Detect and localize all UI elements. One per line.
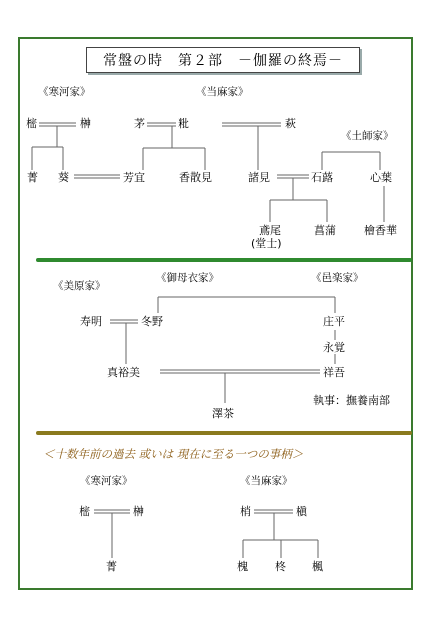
family-label-taima: 《当麻家》: [196, 86, 249, 98]
person-tobio-note: (堂士): [251, 237, 282, 250]
family-label-mihara: 《美原家》: [53, 280, 106, 292]
person-shikimi: 樒: [26, 117, 37, 130]
person-toya: 冬野: [141, 315, 163, 328]
family-label-hashi: 《土師家》: [341, 130, 394, 142]
section-divider: [36, 258, 412, 262]
person-mayumi: 真裕美: [107, 366, 140, 379]
person-sakaki-past: 榊: [133, 505, 144, 518]
person-shinyo: 心葉: [370, 171, 392, 184]
person-shikimi-past: 樒: [79, 505, 90, 518]
person-hiiragi: 柊: [275, 560, 286, 573]
person-yoshinobu: 芳宜: [123, 171, 145, 184]
person-morohi: 諸見: [248, 171, 270, 184]
person-toshiaki: 寿明: [80, 315, 102, 328]
family-label-kanga: 《寒河家》: [38, 86, 91, 98]
person-kasami: 香散見: [179, 171, 212, 184]
steward-note: 執事：撫養南部: [313, 394, 390, 407]
person-hagi: 萩: [285, 117, 296, 130]
person-takicha: 澤茶: [212, 407, 234, 420]
person-eikaku: 永覚: [323, 341, 345, 354]
person-kaji: 槇: [296, 505, 307, 518]
person-nazuna: 菁: [27, 171, 38, 184]
person-kaede: 楓: [312, 560, 323, 573]
person-tobio: 鳶尾: [259, 224, 281, 237]
person-sakaki: 榊: [80, 117, 91, 130]
person-shogo: 祥吾: [323, 366, 345, 379]
person-kaya: 茅: [134, 117, 145, 130]
family-label-taima-past: 《当麻家》: [240, 475, 293, 487]
page-title: 常盤の時 第２部 －伽羅の終焉－: [86, 47, 360, 73]
family-label-yura: 《邑楽家》: [311, 272, 364, 284]
past-note: ＜十数年前の過去 或いは 現在に至る一つの事柄＞: [43, 447, 304, 461]
person-ishiji: 石蕗: [311, 171, 333, 184]
family-label-kanga-past: 《寒河家》: [80, 475, 133, 487]
person-nazuna-past: 菁: [106, 560, 117, 573]
person-kozue: 梢: [240, 505, 251, 518]
person-hi: 粃: [178, 117, 189, 130]
section-divider-past: [36, 431, 412, 435]
person-shobu: 菖蒲: [314, 224, 336, 237]
person-aoi: 葵: [58, 171, 69, 184]
person-shohei: 庄平: [323, 315, 345, 328]
person-enju: 槐: [237, 560, 248, 573]
person-hinokika: 檜香華: [364, 224, 397, 237]
family-label-omoto: 《御母衣家》: [156, 272, 219, 284]
